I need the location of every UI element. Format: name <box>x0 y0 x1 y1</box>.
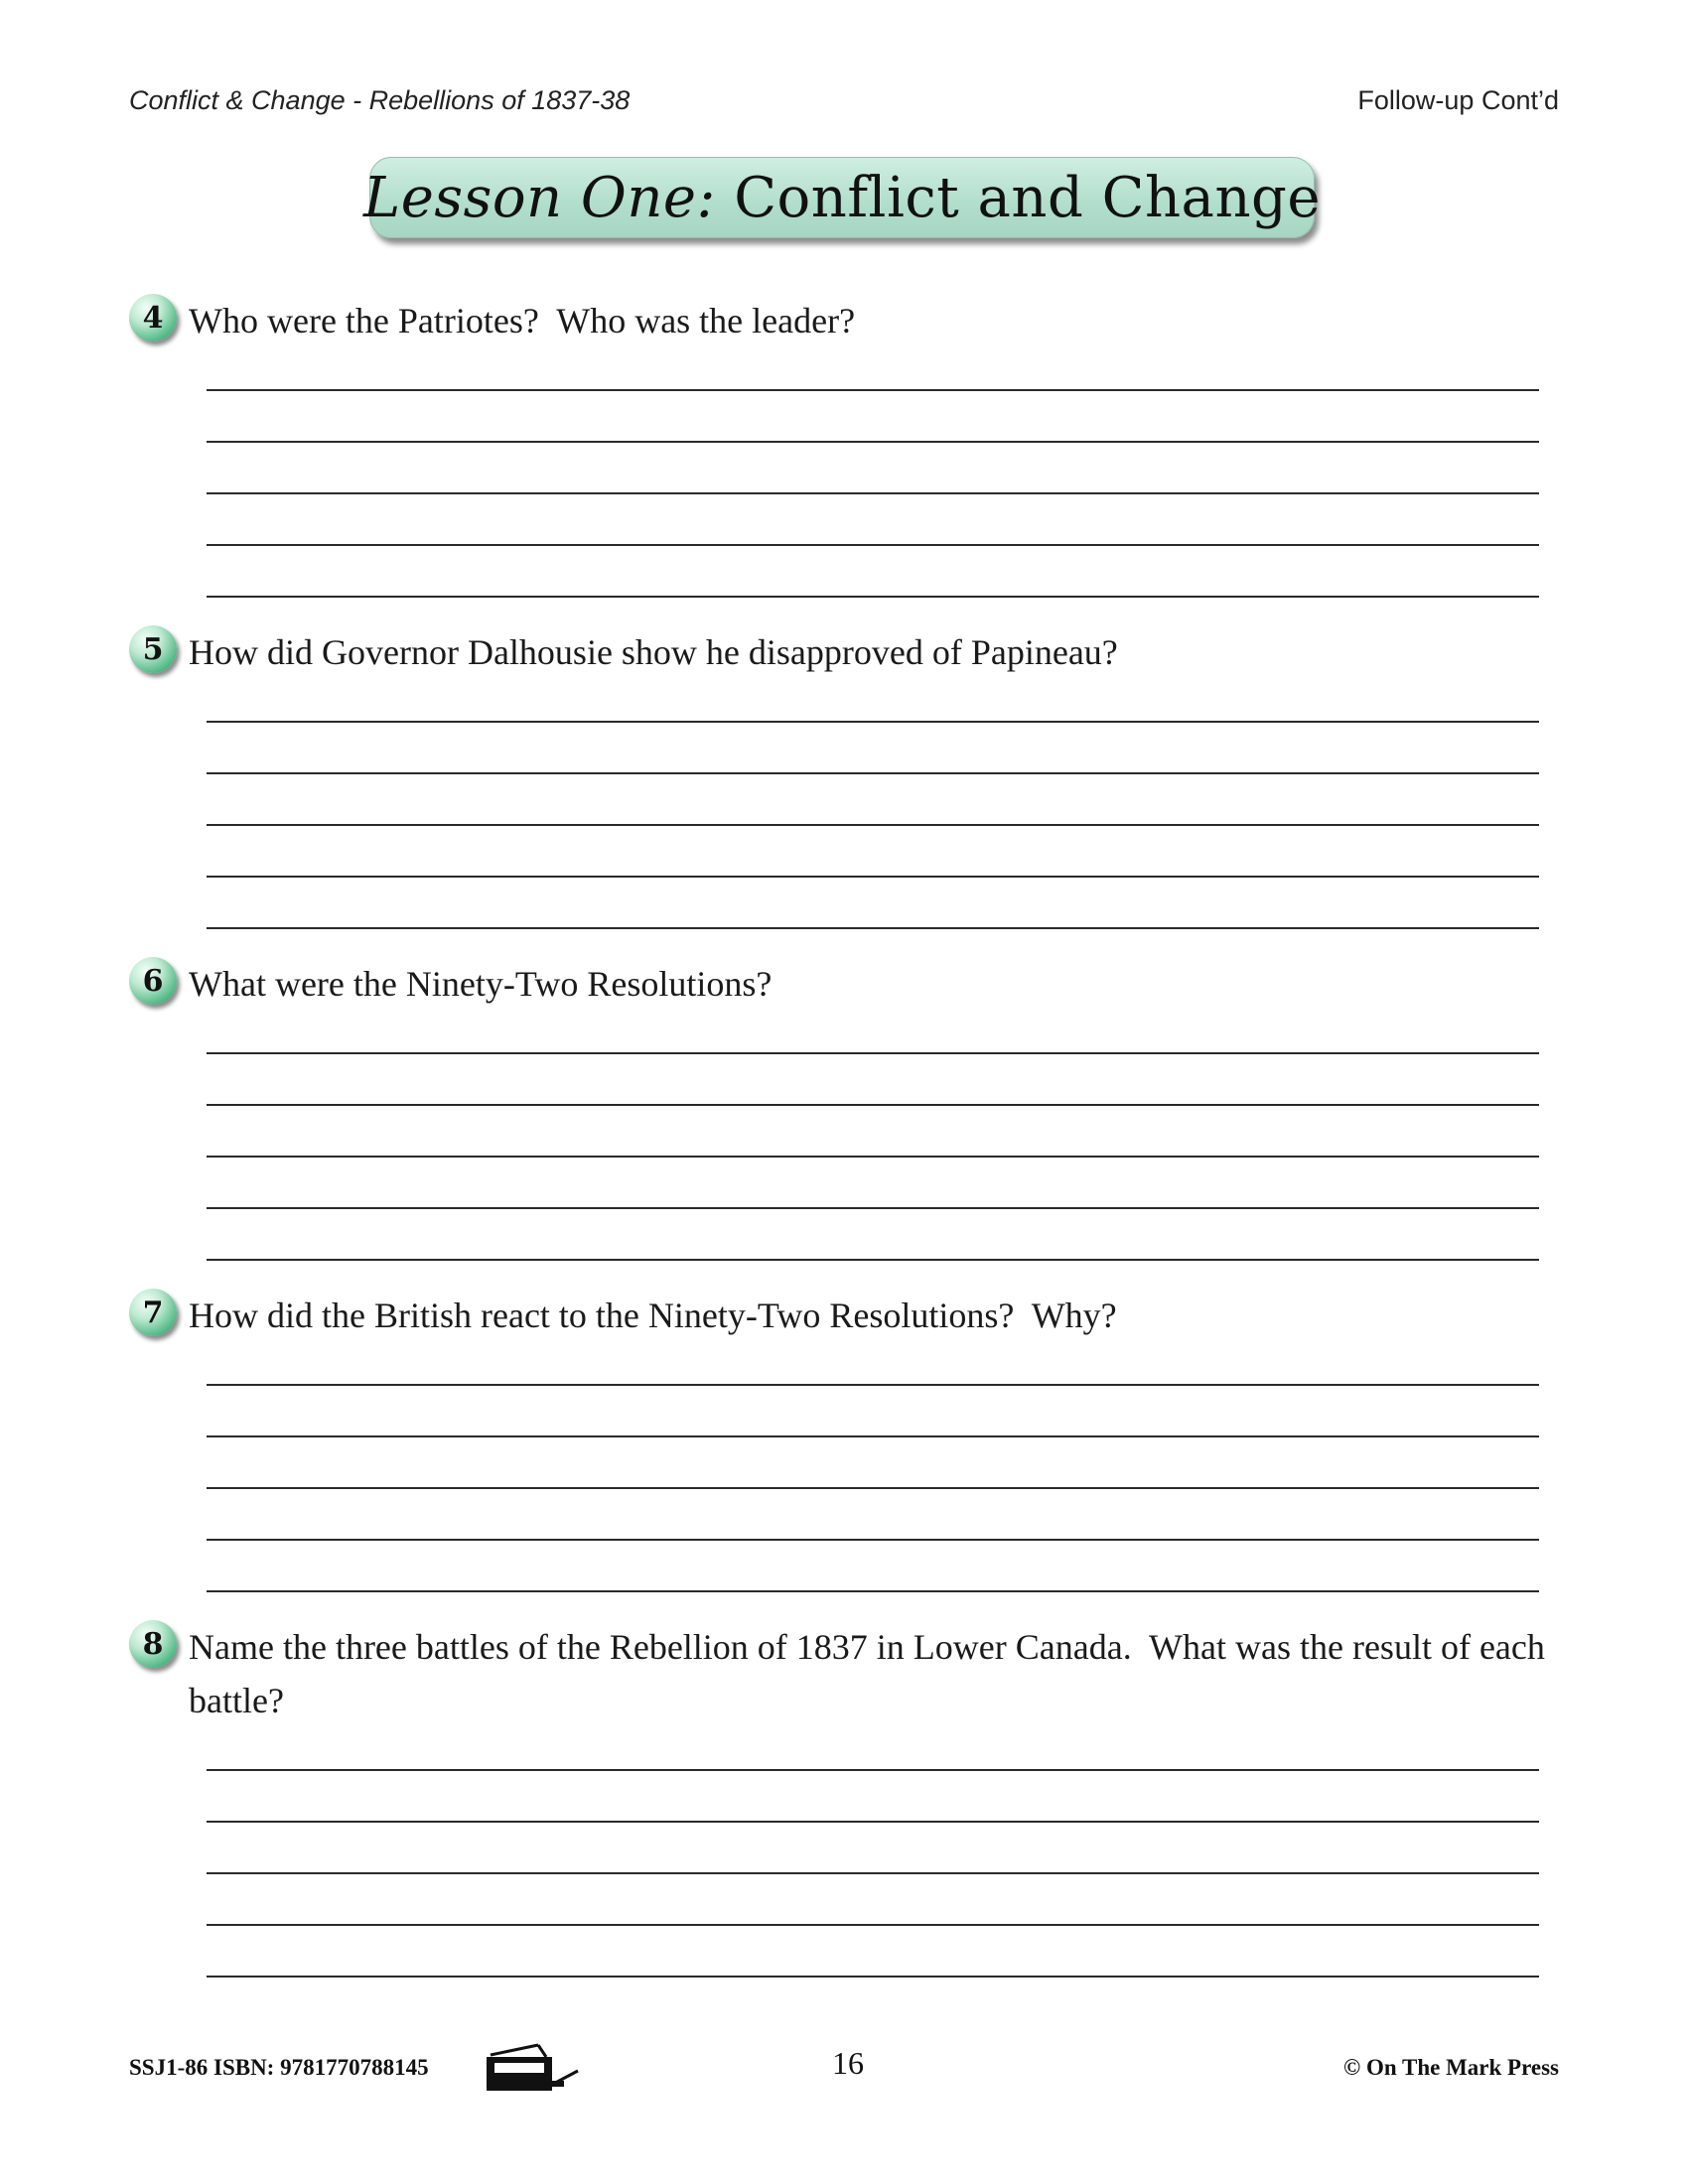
question-8 <box>129 1620 1559 1720</box>
answer-line[interactable] <box>207 1487 1539 1489</box>
printer-press-icon <box>485 2043 580 2095</box>
question-5 <box>129 625 1559 681</box>
answer-line[interactable] <box>207 544 1539 546</box>
question-number-badge: 6 <box>129 957 177 1005</box>
answer-line[interactable] <box>207 1924 1539 1926</box>
answer-line[interactable] <box>207 927 1539 929</box>
lesson-title-banner <box>363 157 1321 238</box>
question-number-badge: 4 <box>129 294 177 341</box>
question-text: Who were the Patriotes? Who was the leader? <box>189 301 856 341</box>
answer-line[interactable] <box>207 1872 1539 1874</box>
answer-line[interactable] <box>207 721 1539 723</box>
answer-line[interactable] <box>207 1821 1539 1823</box>
lesson-title <box>363 166 1321 230</box>
answer-line[interactable] <box>207 772 1539 774</box>
question-number-badge: 5 <box>129 625 177 673</box>
answer-line[interactable] <box>207 1539 1539 1541</box>
question-text: Name the three battles of the Rebellion of 1837 in Lower Canada. What was the result of each battle? <box>189 1627 1554 1720</box>
answer-line[interactable] <box>207 824 1539 826</box>
lesson-title-topic: Conflict and Change <box>715 165 1321 230</box>
answer-line[interactable] <box>207 492 1539 494</box>
answer-line[interactable] <box>207 1207 1539 1209</box>
question-7 <box>129 1289 1559 1344</box>
question-6 <box>129 957 1559 1013</box>
answer-line[interactable] <box>207 1769 1539 1771</box>
answer-line[interactable] <box>207 1976 1539 1978</box>
footer-isbn: SSJ1-86 ISBN: 9781770788145 <box>129 2055 429 2080</box>
question-number-badge: 7 <box>129 1289 177 1336</box>
answer-line[interactable] <box>207 596 1539 598</box>
header-series-title: Conflict & Change - Rebellions of 1837-38 <box>129 85 631 115</box>
answer-line[interactable] <box>207 876 1539 878</box>
header-section-label: Follow-up Cont’d <box>1357 85 1559 115</box>
answer-line[interactable] <box>207 1259 1539 1261</box>
answer-line[interactable] <box>207 389 1539 391</box>
footer-copyright: © On The Mark Press <box>1343 2055 1559 2080</box>
question-number-badge: 8 <box>129 1620 177 1668</box>
question-text: What were the Ninety-Two Resolutions? <box>189 964 773 1004</box>
lesson-title-number: Lesson One: <box>363 165 716 230</box>
answer-line[interactable] <box>207 1384 1539 1386</box>
answer-line[interactable] <box>207 1590 1539 1592</box>
answer-line[interactable] <box>207 1052 1539 1054</box>
question-text: How did Governor Dalhousie show he disapproved of Papineau? <box>189 632 1118 672</box>
answer-line[interactable] <box>207 1435 1539 1437</box>
answer-line[interactable] <box>207 1104 1539 1106</box>
question-4 <box>129 294 1559 349</box>
question-text: How did the British react to the Ninety-Two Resolutions? Why? <box>189 1296 1117 1335</box>
answer-line[interactable] <box>207 441 1539 443</box>
page-number: 16 <box>832 2045 864 2081</box>
answer-line[interactable] <box>207 1156 1539 1158</box>
